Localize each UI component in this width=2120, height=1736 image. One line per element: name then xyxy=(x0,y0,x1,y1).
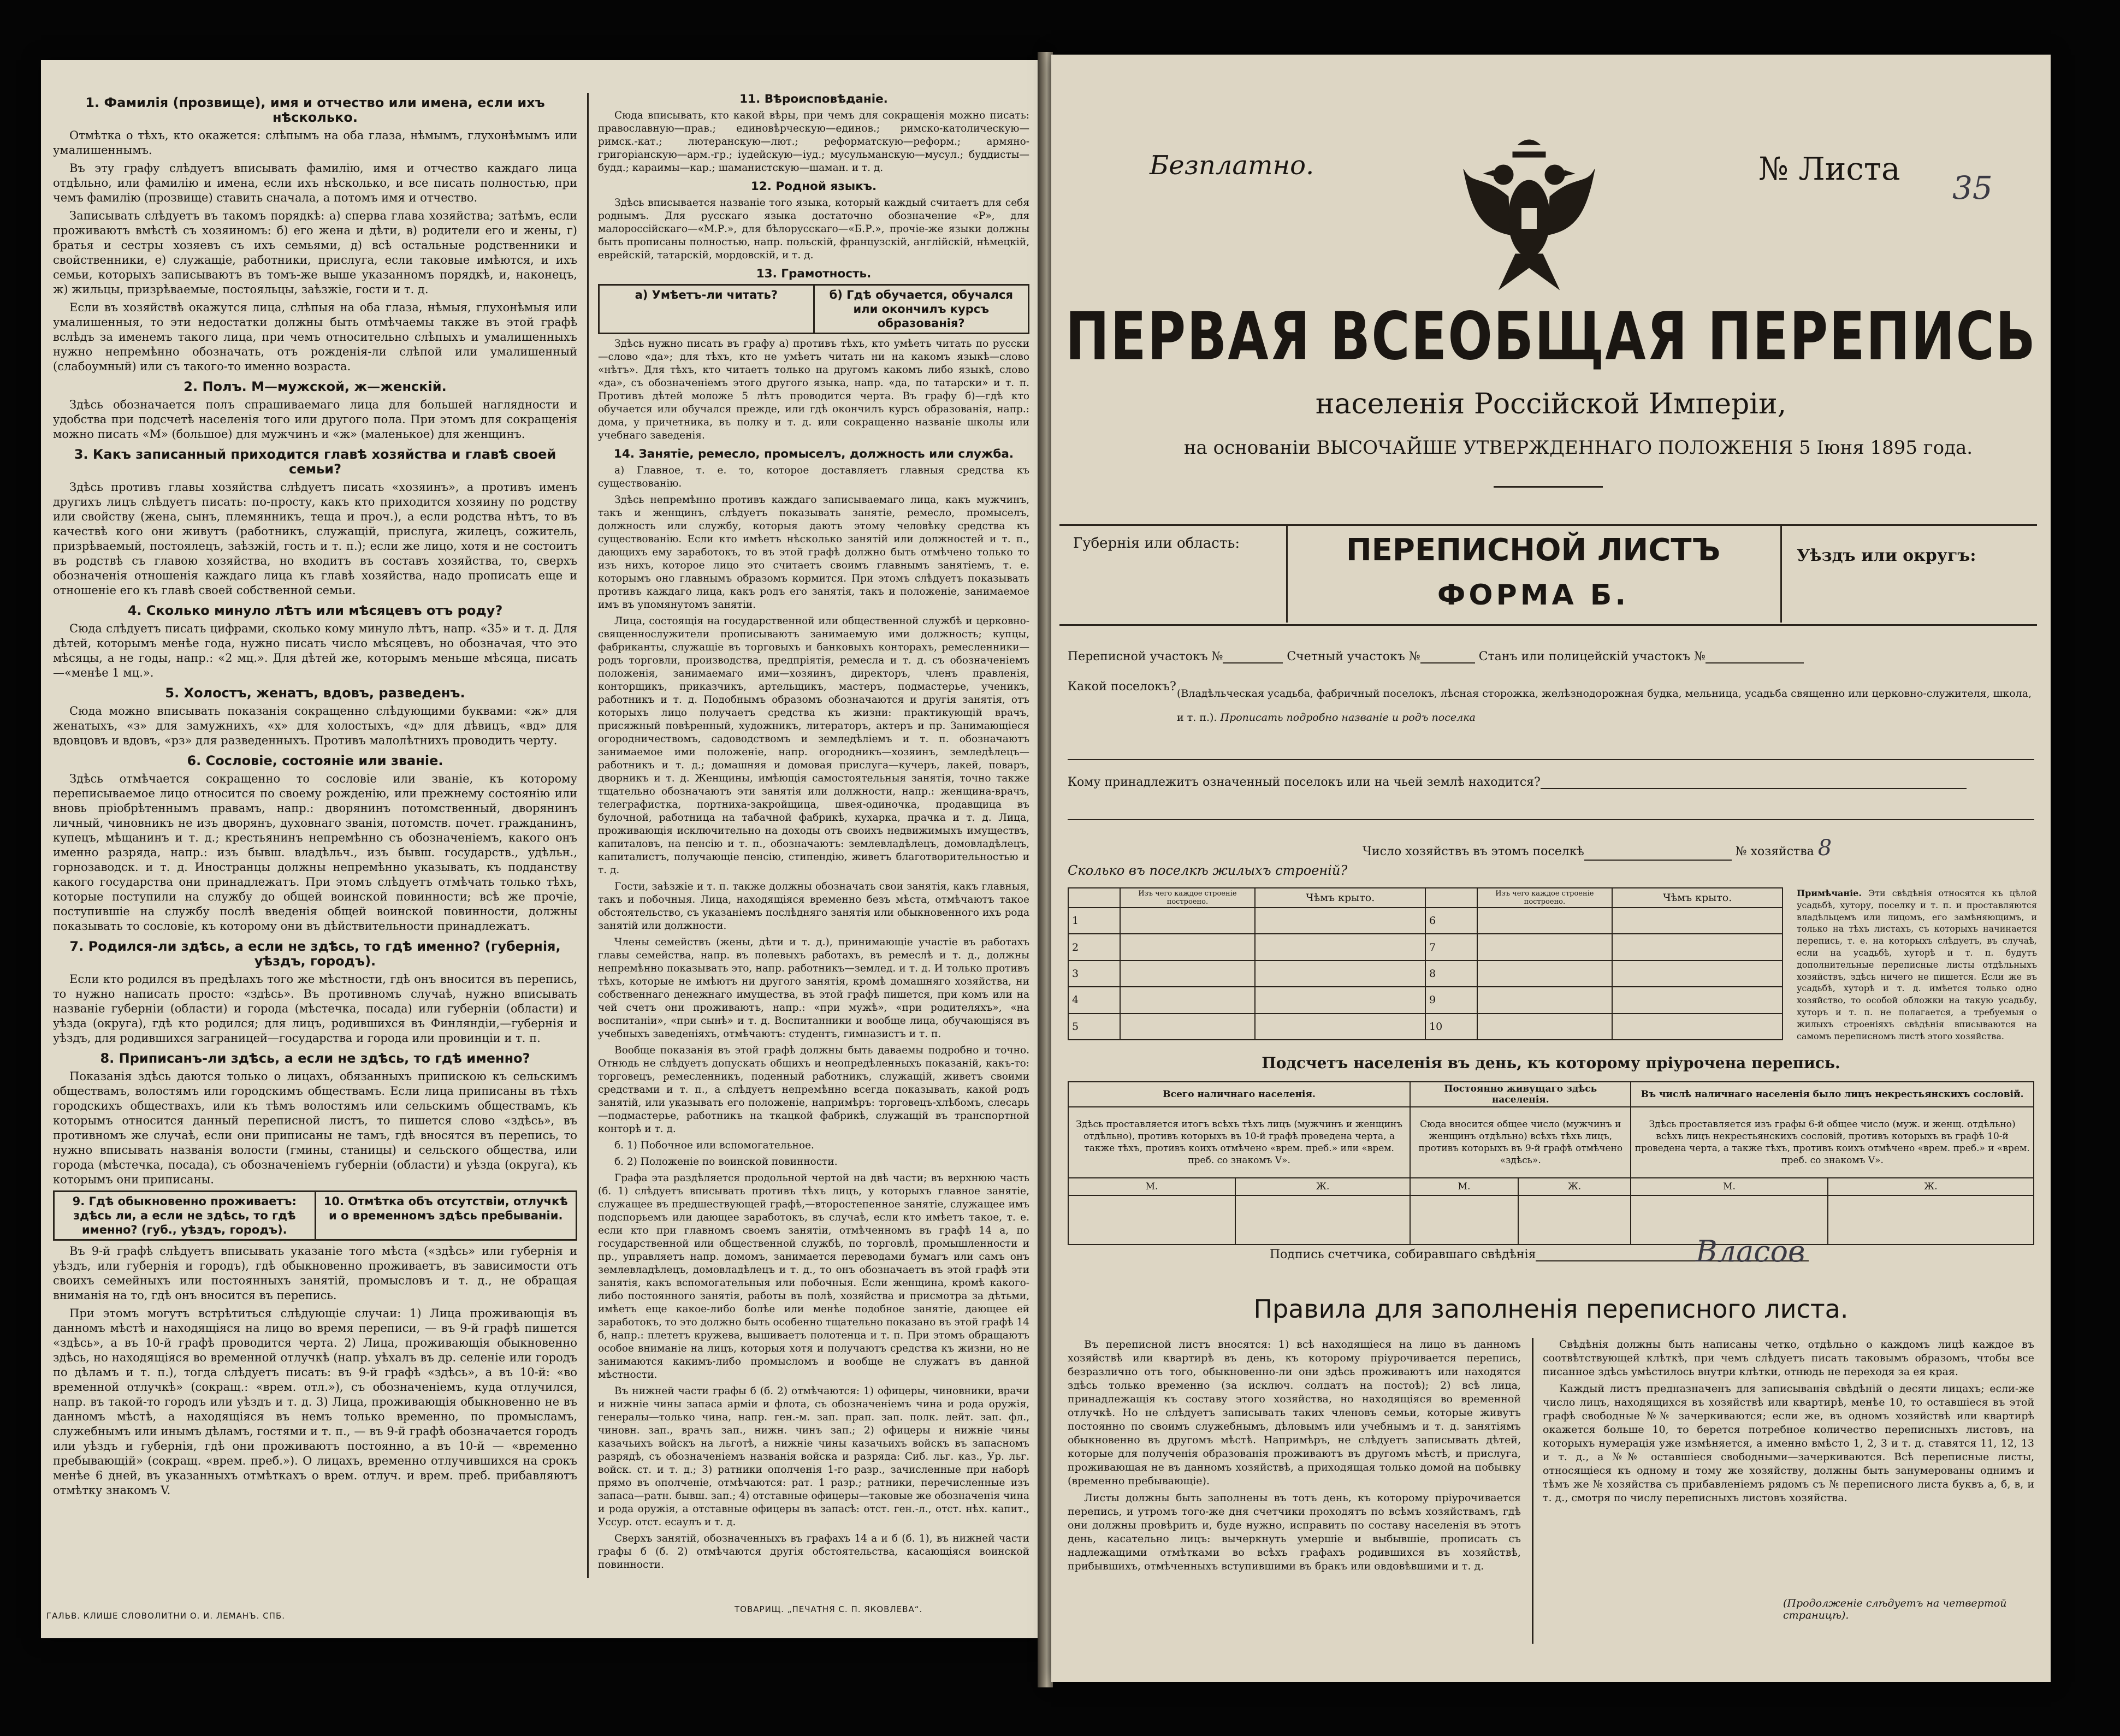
section-heading: 5. Холостъ, женатъ, вдовъ, разведенъ. xyxy=(165,685,465,701)
count-female-header: Ж. xyxy=(1518,1178,1631,1195)
buildings-label: Сколько въ поселкѣ жилыхъ строеній? xyxy=(1068,863,1348,878)
owner-row xyxy=(1068,775,1967,789)
count-district-label: Счетный участокъ № xyxy=(1287,650,1420,663)
table-row: 9 xyxy=(1425,987,1477,1013)
subtitle: населенія Россійской Имперіи, xyxy=(1315,388,1787,420)
left-page xyxy=(41,60,1040,1638)
settlement-label: Какой поселокъ? xyxy=(1068,680,1176,694)
signature-value: Власов xyxy=(1696,1234,1805,1269)
table-row: 3 xyxy=(1068,961,1120,987)
rules-paragraph: Въ переписной листъ вносятся: 1) всѣ находящіеся на лицо въ данномъ хозяйствѣ или квартирѣ въ день, къ которому пріурочивается перепись, безразлично отъ того, обыкновенно-ли они здѣсь проживаютъ или находятся здѣсь только временно (за исключ. солдатъ на постоѣ); 2) всѣ лица, принадлежащія къ составу этого хозяйства, но находящіяся во временной отлучкѣ. Но не слѣдуетъ записывать таких членовъ семьи, которые живутъ постоянно по своимъ служебнымъ, дѣловымъ или учебнымъ и т. д. занятіямъ обыкновенно въ другомъ мѣстѣ. Напримѣръ, не слѣдуетъ записывать дѣтей, которые для полученія образованія проживаютъ въ другомъ мѣстѣ, и прислуга, проживающая не въ данномъ хозяйствѣ, а приходящая только домой на побывку (временно пребывающіе). xyxy=(1068,1338,1521,1487)
imprint-right: ТОВАРИЩ. „ПЕЧАТНЯ С. П. ЯКОВЛЕВА“. xyxy=(735,1604,923,1614)
count-male-header: М. xyxy=(1631,1178,1828,1195)
paragraph: Вообще показанія въ этой графѣ должны быть даваемы подробно и точно. Отнюдь не слѣдуетъ допускать общихъ и неопредѣленныхъ показаній, какъ-то: торговецъ, ремесленникъ, поденный работникъ, служащій, живетъ своими средствами и т. п., а слѣдуетъ непремѣнно всегда показывать, какой родъ занятій, или указывать его положеніе, напримѣръ: торговецъ-хлѣбомъ, слесарь—подмастерье, работникъ на ткацкой фабрикѣ, служащій въ транспортной конторѣ и т. д. xyxy=(598,1045,1029,1135)
paragraph: Сюда слѣдуетъ писать цифрами, сколько кому минуло лѣтъ, напр. «35» и т. д. Для дѣтей, которымъ менѣе года, нужно писать число мѣсяцевъ, но обозначая, что это мѣсяцы, а не годы, напр.: «2 мц.». Для дѣтей же, которымъ меньше мѣсяца, писать—«менѣе 1 мц.». xyxy=(53,622,577,679)
settlement-row xyxy=(1068,680,1176,694)
paragraph: Здѣсь вписывается названіе того языка, который каждый считаетъ для себя роднымъ. Для русскаго языка достаточно обозначение «Р», для малороссійскаго—«М.Р.», для бѣлорусскаго—«Б.Р.», прочіе-же языки должны быть прописаны полностью, напр. польскій, французскій, англійскій, нѣмецкій, еврейскій, татарскій, мордовскій, и т. д. xyxy=(598,197,1029,261)
paragraph: Здѣсь нужно писать въ графу а) противъ тѣхъ, кто умѣетъ читать по русски—слово «да»; для тѣхъ, кто не умѣетъ читать ни на какомъ языкѣ—слово «нѣтъ». Для тѣхъ, кто читаетъ только на другомъ какомъ либо языкѣ, слово «да», съ обозначеніемъ этого другого языка, напр. «да, по татарски» и т. п. Противъ дѣтей моложе 5 лѣтъ проводится черта. Въ графу б)—гдѣ кто обучается или обучался прежде, или гдѣ окончилъ курсъ образованія, напр.: дома, у причетника, въ полку и т. д. или сокращенно названіе школы или учебнаго заведенія. xyxy=(598,338,1029,441)
buildings-col-roof: Чѣмъ крыто. xyxy=(1612,888,1783,908)
note-title: Примѣчаніе. xyxy=(1797,888,1862,898)
section-heading: 13. Грамотность. xyxy=(756,267,872,281)
rules-paragraph: Листы должны быть заполнены въ тотъ день, къ которому пріурочивается перепись, и утромъ того-же дня счетчики проходятъ по всѣмъ хозяйствамъ, гдѣ они должны провѣрить и, буде нужно, исправить по составу населенія въ этотъ день, касательно лицъ: вычеркнуть умершіе и выбывшіе, прописать съ надлежащими отмѣтками во всѣхъ графахъ родившихся въ хозяйствѣ, прибывшихъ, отмѣченныхъ вступившими въ бракъ или овдовѣвшими и т. д. xyxy=(1068,1492,1521,1572)
buildings-col-material: Изъ чего каждое строеніе построено. xyxy=(1120,888,1256,908)
paragraph: Здѣсь непремѣнно противъ каждаго записываемаго лица, какъ мужчинъ, такъ и женщинъ, слѣдуетъ показывать занятіе, ремесло, промыселъ, должность или службу, которыя даютъ этому человѣку средства къ существованію. Если кто имѣетъ нѣсколько занятій или должностей и т. п., дающихъ ему заработокъ, то въ этой графѣ должно быть отмѣчено только то изъ нихъ, которое лицо это считаетъ своимъ главнымъ занятіемъ, т. е. которымъ оно главнымъ образомъ кормится. При этомъ слѣдуетъ показывать противъ каждаго лица, какъ родъ его занятія, такъ и положеніе, занимаемое имъ въ упомянутомъ занятіи. xyxy=(598,494,1029,611)
rules-title: Правила для заполненія переписного листа. xyxy=(1253,1294,1849,1324)
paragraph: Здѣсь отмѣчается сокращенно то сословіе или званіе, къ которому переписываемое лицо относится по своему рожденію, или прежнему состоянію или вновь пріобрѣтеннымъ правамъ, напр.: дворянинъ потомственный, дворянинъ личный, чиновникъ не изъ дворянъ, духовнаго званія, потомств. почет. гражданинъ, купецъ, мѣщанинъ и т. д.; крестьянинъ непремѣнно съ обозначеніемъ, какого онъ именно разряда, напр.: изъ бывш. владѣльч., изъ бывш. государств., удѣльн., горнозаводск. и т. д. Иностранцы должны непремѣнно указывать, къ подданству какого государства они принадлежатъ. При этомъ слѣдуетъ отмѣчать только тѣхъ, которые поступили на службу до общей воинской повинности; всѣ же прочіе, поступившіе на службу послѣ введенія общей воинской повинности, должны показывать то сословіе, къ которому они въ дѣйствительности принадлежатъ. xyxy=(53,772,577,933)
household-no-label: № хозяйства xyxy=(1735,845,1814,858)
table-row: 7 xyxy=(1425,934,1477,960)
rules-left xyxy=(1068,1338,1521,1577)
count-desc: Сюда вносится общее число (мужчинъ и женщинъ отдѣльно) всѣхъ тѣхъ лицъ, противъ которыхъ въ 9-й графѣ отмѣчено «здѣсь». xyxy=(1410,1107,1631,1178)
table-row: 2 xyxy=(1068,934,1120,960)
paragraph: Отмѣтка о тѣхъ, кто окажется: слѣпымъ на оба глаза, нѣмымъ, глухонѣмымъ или умалишеннымъ. xyxy=(53,129,577,157)
paragraph: Въ 9-й графѣ слѣдуетъ вписывать указаніе того мѣста («здѣсь» или губернія и уѣздъ, или губернія и городъ), гдѣ обыкновенно проживаетъ, въ зависимости отъ своихъ семейныхъ или постоянныхъ занятій, промысловъ и т. д., не обращая вниманія на то, гдѣ онъ вносится въ перепись. xyxy=(53,1245,577,1302)
section-heading: 3. Какъ записанный приходится главѣ хозяйства и главѣ своей семьи? xyxy=(74,447,556,477)
paragraph: При этомъ могутъ встрѣтиться слѣдующіе случаи: 1) Лица проживающія въ данномъ мѣстѣ и находящіяся на лицо во время переписи, — въ 9-й графѣ пишется «здѣсь», а въ 10-й графѣ проводится черта. 2) Лица, проживающія обыкновенно здѣсь, но находящіяся во временной отлучкѣ (напр. уѣхалъ въ др. селеніе или городъ по дѣламъ и т. п.), тогда слѣдуетъ писать: въ 9-й графѣ «здѣсь», а въ 10-й: «во временной отлучкѣ» (сокращ.: «врем. отл.»), съ обозначеніемъ, куда отлучился, напр. въ такой-то городъ или уѣздъ и т. д. 3) Лица, проживающія обыкновенно не въ данномъ мѣстѣ, а находящіяся въ немъ только временно, по промысламъ, служебнымъ или инымъ дѣламъ, гостями и т. п., — въ 9-й графѣ обозначается городъ или уѣздъ и губернія, гдѣ они проживаютъ постоянно, а въ 10-й — «временно пребывающій» (сокращ. «врем. преб.»). О лицахъ, временно отлучившихся на срокъ менѣе 6 дней, въ указанныхъ отмѣткахъ о врем. отлуч. и врем. преб. прибавляютъ отмѣтку знакомъ V. xyxy=(53,1307,577,1497)
district-label: Уѣздъ или округъ: xyxy=(1797,546,1976,565)
right-page xyxy=(1051,55,2051,1682)
census-district-label: Переписной участокъ № xyxy=(1068,650,1223,663)
main-title: ПЕРВАЯ ВСЕОБЩАЯ ПЕРЕПИСЬ xyxy=(1065,298,2037,375)
count-male-header: М. xyxy=(1410,1178,1518,1195)
count-header-nonpeasant: Въ числѣ наличнаго населенія было лицъ некрестьянскихъ сословій. xyxy=(1631,1082,2034,1107)
buildings-col-roof: Чѣмъ крыто. xyxy=(1255,888,1425,908)
buildings-note xyxy=(1797,887,2037,1042)
paragraph: Сюда вписывать, кто какой вѣры, при чемъ для сокращенія можно писать: православную—прав.; единовѣрческую—единов.; римско-католическую—римск.-кат.; лютеранскую—лют.; реформатскую—реформ.; армяно-григоріанскую—арм.-гр.; іудейскую—іуд.; мусульманскую—мусул.; буддисты—будд.; караимы—кар.; шаманистскую—шаман. и т. д. xyxy=(598,110,1029,174)
title-rule xyxy=(1494,486,1603,488)
section-heading: 2. Полъ. М—мужской, ж—женскій. xyxy=(183,379,447,394)
paragraph: Сверхъ занятій, обозначенныхъ въ графахъ 14 а и б (б. 1), въ нижней части графы б (б. 2) отмѣчаются другія обстоятельства, касающіяся воинской повинности. xyxy=(598,1533,1029,1571)
section-heading: 12. Родной языкъ. xyxy=(750,180,877,193)
settlement-hint: (Владѣльческая усадьба, фабричный поселокъ, лѣсная сторожка, желѣзнодорожная будка, мельница, усадьба священно или церковно-служителя, школа, и т. п.). Прописать подробно названіе и родъ поселка xyxy=(1177,688,2032,724)
box-left-title: а) Умѣетъ-ли читать? xyxy=(600,286,815,333)
household-no-value: 8 xyxy=(1817,836,1832,861)
owner-label: Кому принадлежитъ означенный поселокъ или на чьей землѣ находится? xyxy=(1068,775,1541,789)
rules-divider xyxy=(1532,1338,1533,1644)
count-header-permanent: Постоянно живущаго здѣсь населенія. xyxy=(1410,1082,1631,1107)
households-row xyxy=(1363,836,1832,861)
count-header-present: Всего наличнаго населенія. xyxy=(1068,1082,1410,1107)
box-left-title: 9. Гдѣ обыкновенно проживаетъ: здѣсь ли, а если не здѣсь, то гдѣ именно? (губ., уѣздъ, городъ). xyxy=(55,1192,316,1239)
paragraph: б. 2) Положеніе по воинской повинности. xyxy=(614,1156,838,1168)
imprint-left: ГАЛЬВ. КЛИШЕ СЛОВОЛИТНИ О. И. ЛЕМАНЪ. СПБ. xyxy=(46,1611,286,1621)
section-heading: 7. Родился-ли здѣсь, а если не здѣсь, то гдѣ именно? (губернія, уѣздъ, городъ). xyxy=(69,939,561,969)
section-heading: 4. Сколько минуло лѣтъ или мѣсяцевъ отъ роду? xyxy=(127,603,503,618)
paragraph: Показанія здѣсь даются только о лицахъ, обязанныхъ припискою къ сельскимъ обществамъ, волостямъ или городскимъ обществамъ. Если лица приписаны въ тѣхъ городскихъ обществахъ, или къ тѣмъ волостямъ или сельскимъ обществамъ, къ которымъ относится данный переписной листъ, то пишется слово «здѣсь», въ противномъ же случаѣ, если они приписаны не тамъ, гдѣ вносятся въ перепись, то нужно вписывать названія волости (гмины, станицы) и сельского общества, или города (мѣстечка, посада), съ обозначеніемъ губерніи (области) и уѣзда (округа), къ которымъ они приписаны. xyxy=(53,1070,577,1186)
instructions-column-2 xyxy=(598,87,1029,1575)
two-column-box xyxy=(53,1190,577,1241)
section-heading: 14. Занятіе, ремесло, промыселъ, должность или служба. xyxy=(613,447,1014,461)
settlement-hint-italic: Прописать подробно названіе и родъ поселка xyxy=(1220,712,1476,724)
section-heading: 8. Приписанъ-ли здѣсь, а если не здѣсь, то гдѣ именно? xyxy=(100,1051,530,1066)
page-fold xyxy=(1038,52,1053,1687)
table-row: 5 xyxy=(1068,1014,1120,1040)
paragraph: Если въ хозяйствѣ окажутся лица, слѣпыя на оба глаза, нѣмыя, глухонѣмыя или умалишенныя, то эти недостатки должны быть отмѣчаемы также въ этой графѣ вслѣдъ за именемъ такого лица, при чемъ относительно слѣпыхъ и умалишенныхъ нужно непремѣнно обозначать, отъ рожденія-ли слѣпой или умалишенный (слабоумный) или съ такого-то именно возраста. xyxy=(53,301,577,373)
instructions-column-1 xyxy=(53,90,577,1501)
owner-line xyxy=(1068,819,2034,820)
note-text: Эти свѣдѣнія относятся къ цѣлой усадьбѣ, хутору, поселку и т. п. и проставляются владѣльцемъ или лицомъ, его замѣняющимъ, и только на тѣхъ листахъ, съ которыхъ начинается перепись, т. е. на которыхъ слѣдуетъ, въ случаѣ, если на усадьбѣ, хуторѣ и т. п. будутъ дополнительные переписные листы отдѣльныхъ хозяйствъ, здѣсь ничего не пишется. Если же въ усадьбѣ, хуторѣ и т. д. имѣется только одно хозяйство, то особой обложки на такую усадьбу, хуторъ и т. п. не полагается, а требуемыя о жилыхъ строеніяхъ свѣдѣнія вписываются на самомъ переписномъ листѣ этого хозяйства. xyxy=(1797,888,2037,1041)
rules-paragraph: Свѣдѣнія должны быть написаны четко, отдѣльно о каждомъ лицѣ каждое въ соотвѣтствующей клѣткѣ, при чемъ слѣдуетъ писать таковымъ образомъ, чтобы все писанное здѣсь умѣстилось внутри клѣтки, отнюдь не переходя за ея края. xyxy=(1543,1338,2034,1378)
box-right-title: б) Гдѣ обучается, обучался или окончилъ курсъ образованія? xyxy=(829,288,1013,330)
paragraph: Здѣсь обозначается полъ спрашиваемаго лица для большей наглядности и удобства при подсчетѣ населенія того или другого пола. При этомъ для сокращенія можно писать «М» (большое) для мужчинъ и «ж» (маленькое) для женщинъ. xyxy=(53,398,577,441)
paragraph: Гости, заѣзжіе и т. п. также должны обозначать свои занятія, какъ главныя, такъ и побочныя. Лица, находящіяся временно безъ мѣста, отмѣчаютъ такое обстоятельство, съ указаніемъ послѣдняго занятія или обыкновенного ихъ рода занятій или должности. xyxy=(598,881,1029,932)
count-desc: Здѣсь проставляется изъ графы 6-й общее число (муж. и женщ. отдѣльно) всѣхъ лицъ некрестьянскихъ сословій, противъ которыхъ въ графѣ 10-й проведена черта, а также тѣхъ, противъ коихъ отмѣчено «врем. преб.» и «врем. преб. со знакомъ V». xyxy=(1631,1107,2034,1178)
buildings-col-material: Изъ чего каждое строеніе построено. xyxy=(1477,888,1613,908)
section-heading: 6. Сословіе, состояніе или званіе. xyxy=(187,753,443,768)
count-title: Подсчетъ населенія въ день, къ которому пріурочена перепись. xyxy=(1262,1054,1840,1072)
count-female-header: Ж. xyxy=(1828,1178,2034,1195)
count-female-header: Ж. xyxy=(1235,1178,1410,1195)
header-divider xyxy=(1780,524,1782,623)
paragraph: Въ эту графу слѣдуетъ вписывать фамилію, имя и отчество каждаго лица отдѣльно, или фамилію и имена, если ихъ нѣсколько, и все писать полностью, при чемъ фамилію (прозвище) ставить сначала, а потомъ имя и отчество. xyxy=(53,162,577,204)
paragraph: а) Главное, т. е. то, которое доставляетъ главныя средства къ существованію. xyxy=(598,465,1029,489)
households-label: Число хозяйствъ въ этомъ поселкѣ xyxy=(1363,845,1584,858)
continued-note: (Продолженіе слѣдуетъ на четвертой страницѣ). xyxy=(1783,1597,2007,1621)
province-label: Губернія или область: xyxy=(1073,535,1240,552)
paragraph: Сюда можно вписывать показанія сокращенно слѣдующими буквами: «ж» для женатыхъ, «з» для замужнихъ, «х» для холостыхъ, «д» для дѣвицъ, «вд» для вдовцовъ и вдовъ, «рз» для разведенныхъ. Противъ малолѣтнихъ проводить черту. xyxy=(53,704,577,747)
buildings-row xyxy=(1068,863,1347,878)
paragraph: Лица, состоящія на государственной или общественной службѣ и церковно-священнослужители прописываютъ занимаемую ими должность; купцы, фабриканты, служащіе въ торговыхъ и банковыхъ конторахъ, ремесленники—родъ торговли, производства, предпріятія, ремесла и т. д. съ обозначеніемъ положенія, занимаемаго ими—хозяинъ, директоръ, членъ правленія, конторщикъ, приказчикъ, артельщикъ, мастеръ, подмастерье, ученикъ, работникъ и т. д. Подобнымъ образомъ обозначаются и другія занятія, отъ которыхъ лицо получаетъ средства къ жизни: практикующій врачъ, присяжный повѣренный, художникъ, литераторъ, актеръ и пр. Занимающіеся огородничествомъ, садоводствомъ и земледѣліемъ и т. п. обозначаютъ занимаемое ими положеніе, напр. огородникъ—хозяинъ, земледѣлецъ—работникъ и т. д.; домашняя и домовая прислуга—кучеръ, лакей, поваръ, дворникъ и т. д. Женщины, имѣющія самостоятельныя занятія, точно также тщательно обозначаютъ эти занятія или должности, напр.: женщина-врачъ, телеграфистка, портниха-закройщица, швея-одиночка, продавщица въ булочной, работница на табачной фабрикѣ, кухарка, прачка и т. д. Лица, проживающія исключительно на доходы отъ своихъ недвижимыхъ имуществъ, капиталовъ, на пенсію и т. п., обозначаютъ: землевладѣлецъ, домовладѣлецъ, капиталистъ, получающіе пенсію, стипендію, живетъ благотворительностью и т. д. xyxy=(598,615,1029,876)
paragraph: б. 1) Побочное или вспомогательное. xyxy=(614,1140,814,1151)
table-row: 4 xyxy=(1068,987,1120,1013)
table-row: 10 xyxy=(1425,1014,1477,1040)
two-column-box xyxy=(598,284,1029,334)
table-row: 8 xyxy=(1425,961,1477,987)
count-table xyxy=(1068,1081,2034,1245)
buildings-table xyxy=(1068,887,1783,1040)
count-male-header: М. xyxy=(1068,1178,1235,1195)
count-desc: Здѣсь проставляется итогъ всѣхъ тѣхъ лицъ (мужчинъ и женщинъ отдѣльно), противъ которыхъ въ 10-й графѣ проведена черта, а также тѣхъ, противъ коихъ отмѣчено «врем. преб.» или «врем. преб. со знакомъ V». xyxy=(1068,1107,1410,1178)
sheet-number-value: 35 xyxy=(1952,169,1993,206)
paragraph: Записывать слѣдуетъ въ такомъ порядкѣ: а) сперва глава хозяйства; затѣмъ, если проживаютъ вмѣстѣ съ хозяиномъ: б) его жена и дѣти, в) родители его и жены, г) братья и сестры хозяевъ съ ихъ семьями, д) всѣ остальные родственники и свойственники, е) служащіе, работники, прислуга, если таковые имѣются, и ихъ семьи, которыхъ записываютъ въ томъ-же выше указанномъ порядкѣ, и, наконецъ, ж) жильцы, призрѣваемые, постояльцы, заѣзжіе, гости и т. д. xyxy=(53,209,577,296)
form-subtitle: ФОРМА Б. xyxy=(1437,579,1630,612)
paragraph: Здѣсь противъ главы хозяйства слѣдуетъ писать «хозяинъ», а противъ именъ другихъ лицъ слѣдуетъ писать: по-просту, какъ кто приходится хозяину по родству или свойству (жена, сынъ, племянникъ, теща и проч.), а если родства нѣтъ, то въ качествѣ кого они живутъ (работникъ, служащій, прислуга, жилецъ, сожитель, призрѣваемый, постоялецъ, заѣзжій, гость и т. п.); если же лицо, хотя и не состоитъ въ родствѣ съ главою хозяйства, но входитъ въ составъ хозяйства, то, сверхъ обозначенія отношенія каждаго лица къ главѣ хозяйства, надо прописать еще и отношеніе его къ главѣ своей собственной семьи. xyxy=(53,481,577,597)
form-title: ПЕРЕПИСНОЙ ЛИСТЪ xyxy=(1346,532,1721,568)
stan-label: Станъ или полицейскій участокъ № xyxy=(1478,650,1706,663)
rules-paragraph: Каждый листъ предназначенъ для записыванія свѣдѣній о десяти лицахъ; если-же число лицъ, находящихся въ хозяйствѣ или квартирѣ, менѣе 10, то оставшіеся въ этой графѣ свободные №№ зачеркиваются; если же, въ одномъ хозяйствѣ или квартирѣ окажется больше 10, то берется потребное количество переписныхъ листовъ, на которыхъ нумерація уже измѣняется, а именно вмѣсто 1, 2, 3 и т. д. ставятся 11, 12, 13 и т. д., а №№ оставшіеся свободными—зачеркиваются. Всѣ переписные листы, относящіеся къ одному и тому же хозяйству, должны быть занумерованы однимъ и тѣмъ же № хозяйства съ прибавленіемъ рядомъ съ № переписного листа буквъ а, б, в, и т. д., смотря по числу переписныхъ листовъ хозяйства. xyxy=(1543,1383,2034,1504)
signature-label: Подпись счетчика, собиравшаго свѣдѣнія xyxy=(1270,1248,1536,1261)
legal-basis: на основаніи ВЫСОЧАЙШЕ УТВЕРЖДЕННАГО ПОЛОЖЕНІЯ 5 Іюня 1895 года. xyxy=(1183,437,1973,459)
section-heading: 1. Фамилія (прозвище), имя и отчество или имена, если ихъ нѣсколько. xyxy=(85,95,545,125)
census-district-row xyxy=(1068,650,1804,663)
section-heading: 11. Вѣроисповѣданіе. xyxy=(739,92,888,106)
sheet-number-label: № Листа xyxy=(1758,150,1900,187)
settlement-line xyxy=(1068,759,2034,760)
table-row: 1 xyxy=(1068,908,1120,934)
box-right-title: 10. Отмѣтка объ отсутствіи, отлучкѣ и о временномъ здѣсь пребываніи. xyxy=(323,1195,568,1222)
paragraph: Графа эта раздѣляется продольной чертой на двѣ части; въ верхнюю часть (б. 1) слѣдуетъ вписывать противъ тѣхъ лицъ, у которыхъ главное занятіе, служащее въ предшествующей графѣ,—второстепенное занятіе, служащее имъ подспорьемъ или дающее заработокъ, въ случаѣ, если кто имѣетъ такое, т. е. если кто при главномъ своемъ занятіи, отмѣченномъ въ графѣ 14 а, по государственной или общественной службѣ, по торговлѣ, промышленности и пр., управляетъ напр. домомъ, занимается переводами бумагъ или самъ онъ землевладѣлецъ, домовладѣлецъ и т. д., то онъ обозначаетъ въ этой графѣ эти занятія, какъ вспомогательныя или побочныя. Если женщина, кромѣ какого-либо постоянного занятія, работы въ полѣ, хозяйства и присмотра за дѣтьми, имѣетъ еще какое-либо болѣе или менѣе подобное занятіе, дающее ей заработокъ, то это должно быть особенно тщательно показано въ этой графѣ 14 б, напр.: плететъ кружева, вышиваетъ полотенца и т. п. При этомъ обращаютъ особое вниманіе на лицъ, которыя хотя и получаютъ средства къ жизни, но не занимаются какимъ-либо промысломъ и вообще не служатъ въ данной мѣстности. xyxy=(598,1172,1029,1380)
rules-right xyxy=(1543,1338,2034,1508)
double-headed-eagle-icon xyxy=(1461,137,1597,295)
paragraph: Въ нижней части графы б (б. 2) отмѣчаются: 1) офицеры, чиновники, врачи и нижніе чины запаса арміи и флота, съ обозначеніемъ чина и рода оружія, генералы—только чина, напр. ген.-м. зап. прап. зап. полк. лейт. зап. фл., чиновн. зап., врачъ зап., нижн. чинъ зап.; 2) офицеры и нижніе чины казачьихъ войскъ на льготѣ, а нижніе чины казачьихъ войскъ въ запасномъ разрядѣ, съ обозначеніемъ названія войска и разряда: Сиб. льг. каз., Ур. льг. войск. ст. и т. д.; 3) ратники ополченія 1-го разр., зачисленные при наборѣ прямо въ ополченіе, отмѣчаются: рат. 1 разр.; ратники, перечисленные изъ запаса—ратн. бывш. зап.; 4) отставные офицеры—таковые же обозначенія чина и рода оружія, а отставные офицеры въ запасѣ: отст. ген.-л., отст. нѣх. капит., Уссур. отст. есаулъ и т. д. xyxy=(598,1385,1029,1528)
table-row: 6 xyxy=(1425,908,1477,934)
column-divider xyxy=(587,93,589,1578)
paragraph: Если кто родился въ предѣлахъ того же мѣстности, гдѣ онъ вносится въ перепись, то нужно написать просто: «здѣсь». Въ противномъ случаѣ, нужно вписывать названіе губерніи (области) и города (мѣстечка, посада) или губерніи (области) и уѣзда (округа), гдѣ кто родился; для лицъ, родившихся въ Финляндіи,—губернія и уѣздъ, для родившихся заграницей—государства и города или провинціи и т. п. xyxy=(53,973,577,1045)
paragraph: Члены семействъ (жены, дѣти и т. д.), принимающіе участіе въ работахъ главы семейства, напр. въ полевыхъ работахъ, въ ремеслѣ и т. д., должны непремѣнно показывать это, напр. работникъ—землед. и т. д. И только противъ тѣхъ, которые не имѣютъ ни другого занятія, кромѣ домашняго хозяйства, ни собственнаго денежнаго имущества, въ этой графѣ пишется, при комъ или на чей счетъ они проживаютъ, напр.: «при мужѣ», «при родителяхъ», «на воспитаніи», «при сынѣ» и т. д. Воспитанники и вообще лица, обучающіяся въ учебныхъ заведеніяхъ, отмѣчаютъ: студентъ, гимназистъ и т. п. xyxy=(598,937,1029,1040)
free-label: Безплатно. xyxy=(1150,150,1314,181)
